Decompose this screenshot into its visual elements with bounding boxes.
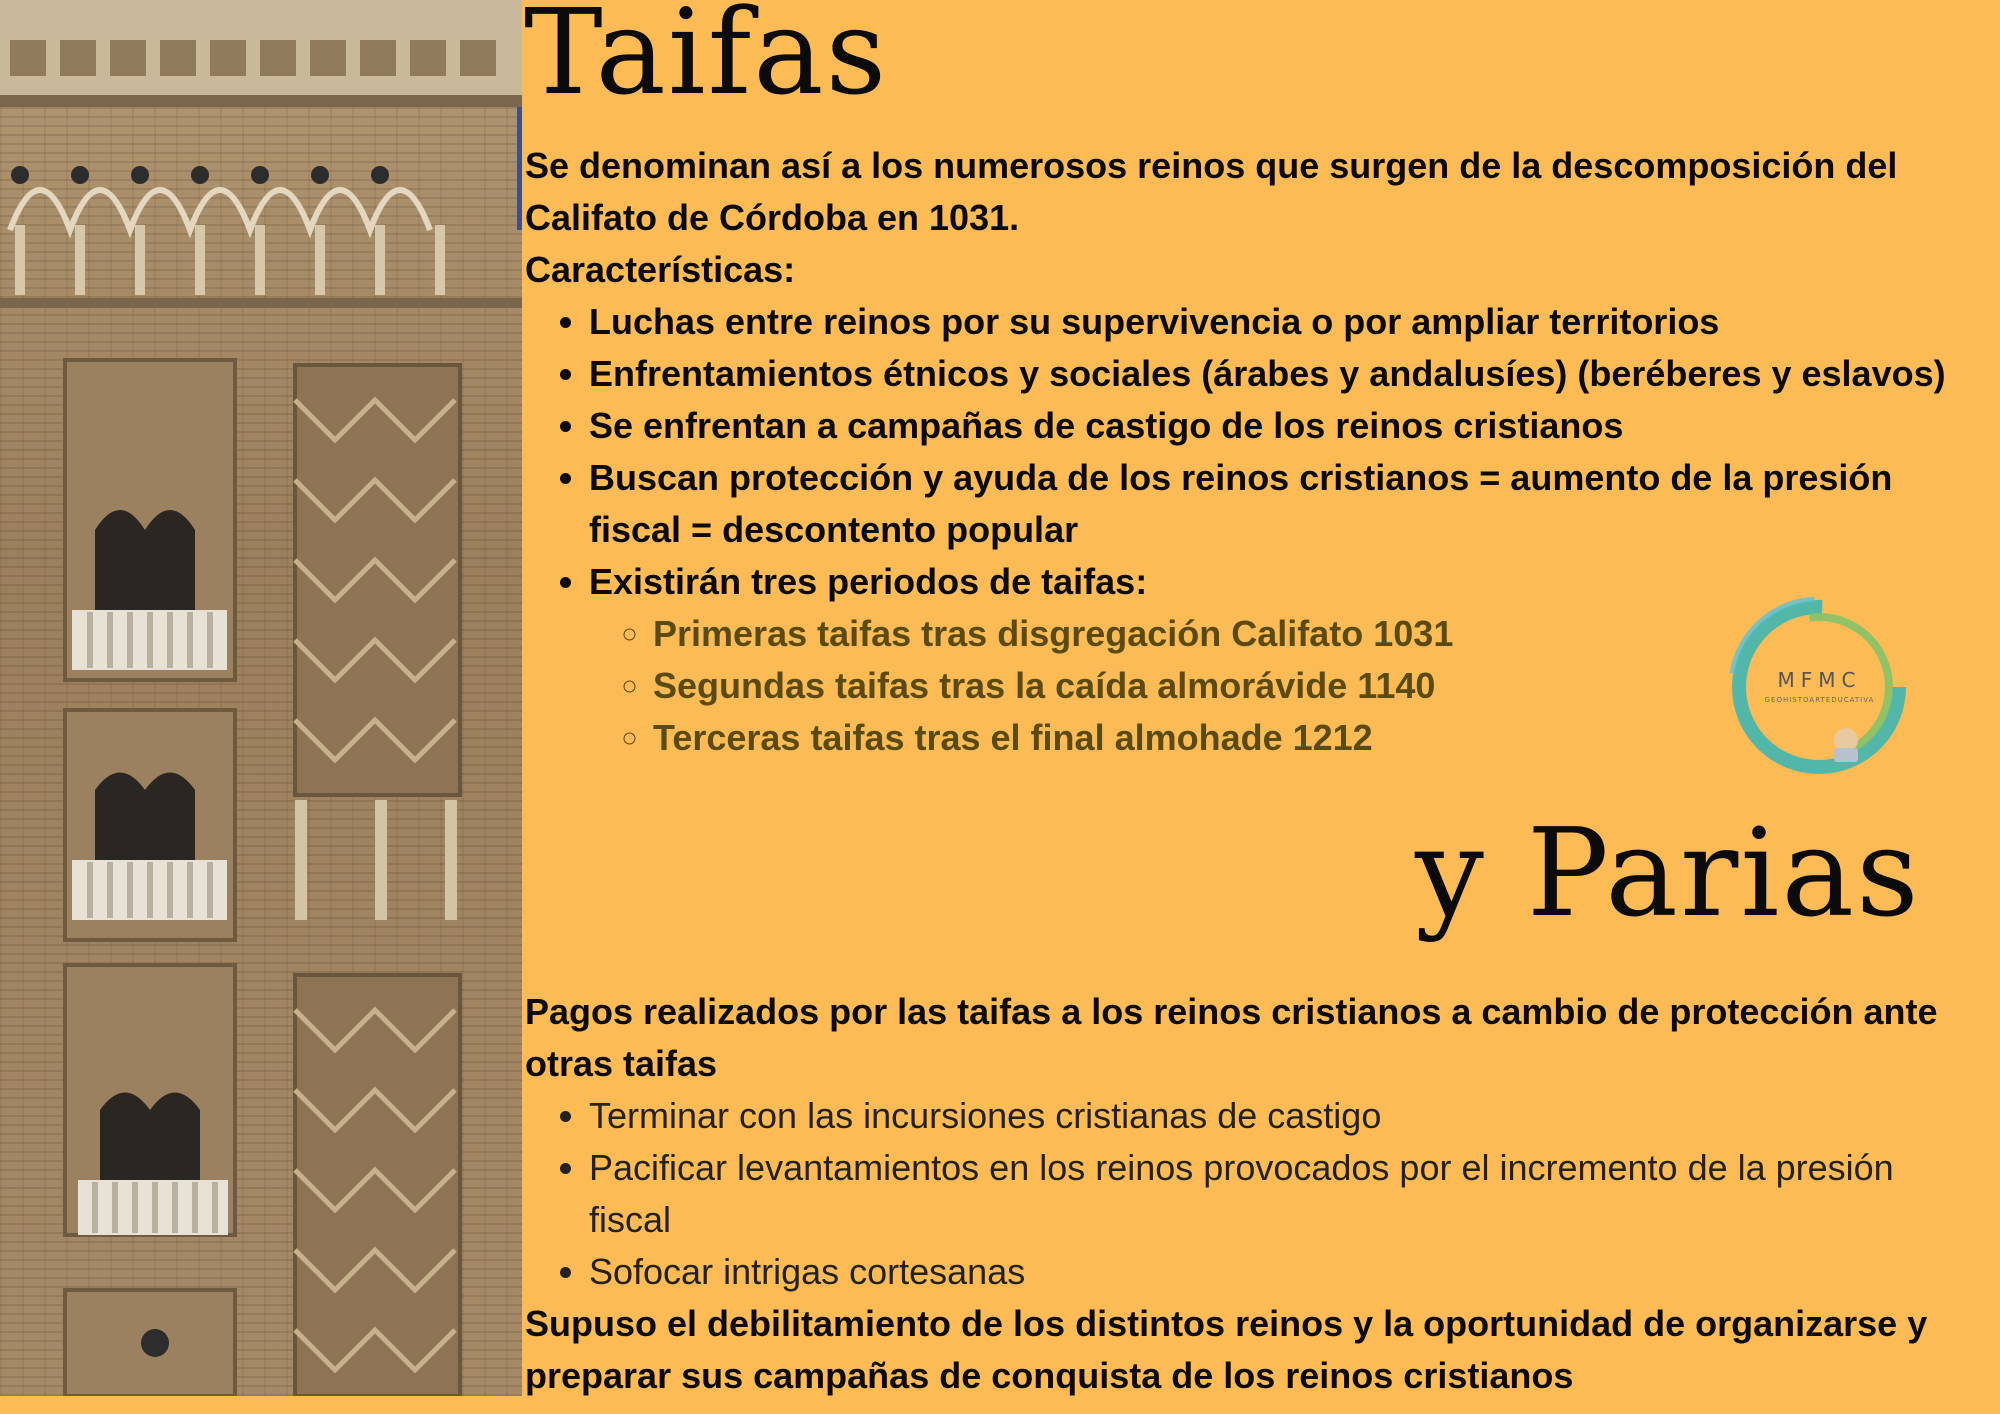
parias-intro: Pagos realizados por las taifas a los reinos cristianos a cambio de protección ante otras taifas (525, 991, 1938, 1084)
mfmc-logo (1722, 590, 1917, 785)
list-item: • Se enfrentan a campañas de castigo de los reinos cristianos (589, 400, 1985, 452)
title-parias: y Parias (1415, 802, 1921, 944)
logo-main-text: MFMC (1777, 668, 1862, 692)
list-item: • Sofocar intrigas cortesanas (589, 1246, 1985, 1298)
parias-section (525, 986, 1985, 1402)
facade-drawing (0, 0, 522, 1396)
tower-facade-photo (0, 0, 522, 1396)
title-taifas: Taifas (524, 0, 889, 121)
period-item: ◦ Segundas taifas tras la caída almorávide 1140 (653, 660, 1985, 712)
periods-label: Existirán tres periodos de taifas: (589, 561, 1148, 602)
list-item: • Luchas entre reinos por su supervivencia o por ampliar territorios (589, 296, 1985, 348)
taifas-intro: Se denominan así a los numerosos reinos que surgen de la descomposición del Califato de Córdoba en 1031. (525, 145, 1898, 238)
parias-purposes-list (525, 1090, 1985, 1298)
period-item: ◦ Terceras taifas tras el final almohade 1212 (653, 712, 1985, 764)
caracteristicas-label: Características: (525, 249, 796, 290)
parias-conclusion: Supuso el debilitamiento de los distintos reinos y la oportunidad de organizarse y preparar sus campañas de conquista de los reinos cristianos (525, 1303, 1928, 1396)
list-item: • Buscan protección y ayuda de los reinos cristianos = aumento de la presión fiscal = descontento popular (589, 452, 1985, 556)
period-item: ◦ Primeras taifas tras disgregación Califato 1031 (653, 608, 1985, 660)
list-item: • Pacificar levantamientos en los reinos provocados por el incremento de la presión fiscal (589, 1142, 1985, 1246)
logo-sub-text: GEOHISTOARTEDUCATIVA (1764, 696, 1875, 704)
list-item: • Terminar con las incursiones cristianas de castigo (589, 1090, 1985, 1142)
list-item: • Enfrentamientos étnicos y sociales (árabes y andalusíes) (beréberes y eslavos) (589, 348, 1985, 400)
